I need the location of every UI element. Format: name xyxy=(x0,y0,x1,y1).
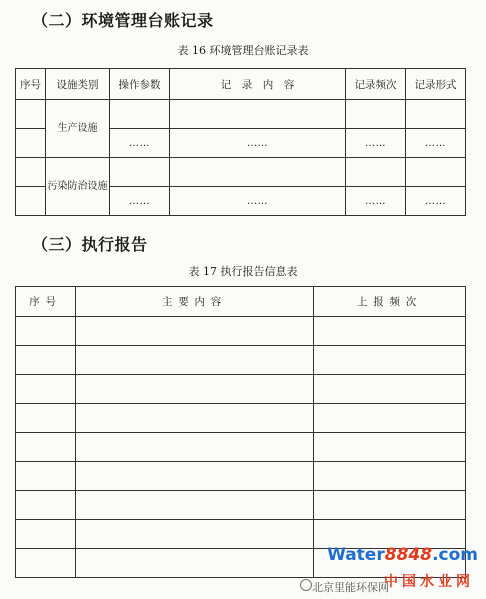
col-header-seq: 序号 xyxy=(16,69,46,100)
ledger-header-row xyxy=(16,69,466,100)
table-cell xyxy=(16,317,76,346)
col-header-form: 记录形式 xyxy=(406,69,466,100)
table-cell xyxy=(314,317,466,346)
table-cell xyxy=(76,462,314,491)
table-row xyxy=(16,158,466,187)
content-dots: …… xyxy=(170,187,346,216)
table-cell xyxy=(16,462,76,491)
table-row xyxy=(16,404,466,433)
report-table xyxy=(15,286,466,578)
wechat-icon xyxy=(300,579,312,591)
table-cell xyxy=(76,375,314,404)
table-cell xyxy=(16,520,76,549)
table-cell xyxy=(76,346,314,375)
params-dots: …… xyxy=(110,129,170,158)
category-pollution-control-facility: 污染防治设施 xyxy=(46,158,110,216)
site-watermark xyxy=(312,545,478,595)
table-cell xyxy=(314,433,466,462)
table-cell xyxy=(76,404,314,433)
watermark-brand: Water8848.com xyxy=(327,545,478,565)
table-16-caption: 表 16 环境管理台账记录表 xyxy=(177,44,309,57)
table-row xyxy=(16,375,466,404)
table-cell xyxy=(16,491,76,520)
table-cell xyxy=(314,491,466,520)
section-heading-report: （三）执行报告 xyxy=(32,235,148,254)
table-cell xyxy=(314,404,466,433)
col-header-params: 操作参数 xyxy=(110,69,170,100)
table-cell xyxy=(76,491,314,520)
content-dots: …… xyxy=(170,129,346,158)
table-cell xyxy=(76,549,314,578)
watermark-source: 北京里能环保网 xyxy=(312,581,389,594)
table-row xyxy=(16,346,466,375)
table-cell xyxy=(76,317,314,346)
table-cell xyxy=(16,346,76,375)
table-row xyxy=(16,317,466,346)
watermark-cn-name: 中国水业网 xyxy=(384,574,474,590)
table-17-caption: 表 17 执行报告信息表 xyxy=(188,265,298,278)
col-header-seq: 序号 xyxy=(16,287,76,317)
category-production-facility: 生产设施 xyxy=(46,100,110,158)
table-row xyxy=(16,433,466,462)
form-dots: …… xyxy=(406,129,466,158)
report-header-row xyxy=(16,287,466,317)
col-header-main-content: 主要内容 xyxy=(76,287,314,317)
params-dots: …… xyxy=(110,187,170,216)
table-cell xyxy=(16,375,76,404)
table-cell xyxy=(16,433,76,462)
table-row xyxy=(16,462,466,491)
table-row xyxy=(16,491,466,520)
frequency-dots: …… xyxy=(346,129,406,158)
table-cell xyxy=(314,462,466,491)
section-heading-ledger: （二）环境管理台账记录 xyxy=(32,11,214,30)
col-header-report-frequency: 上报频次 xyxy=(314,287,466,317)
table-cell xyxy=(16,549,76,578)
table-cell xyxy=(314,346,466,375)
table-cell xyxy=(76,433,314,462)
table-cell xyxy=(314,375,466,404)
table-cell xyxy=(76,520,314,549)
col-header-frequency: 记录频次 xyxy=(346,69,406,100)
col-header-category: 设施类别 xyxy=(46,69,110,100)
col-header-content: 记 录 内 容 xyxy=(170,69,346,100)
ledger-table xyxy=(15,68,466,216)
frequency-dots: …… xyxy=(346,187,406,216)
table-cell xyxy=(16,404,76,433)
form-dots: …… xyxy=(406,187,466,216)
table-row xyxy=(16,100,466,129)
